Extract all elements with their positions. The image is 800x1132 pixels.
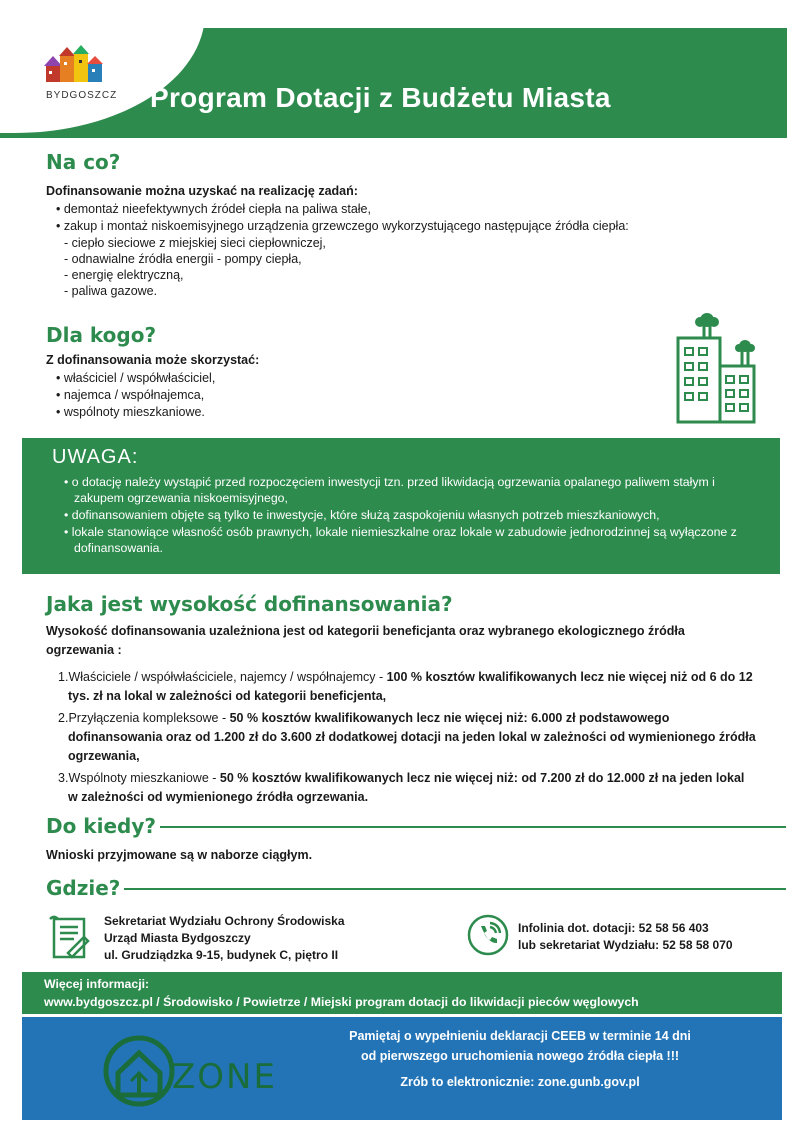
list-item: - odnawialne źródła energii - pompy ciepła, xyxy=(64,252,766,266)
footer-line: Pamiętaj o wypełnieniu deklaracji CEEB w terminie 14 dni xyxy=(349,1029,691,1043)
phone-block xyxy=(518,920,733,954)
bullet-list xyxy=(56,371,606,419)
section-text: Wnioski przyjmowane są w naborze ciągłym. xyxy=(46,848,313,862)
section-lead: Z dofinansowania może skorzystać: xyxy=(46,353,260,367)
divider xyxy=(124,888,786,890)
list-item: - ciepło sieciowe z miejskiej sieci ciepłowniczej, xyxy=(64,236,766,250)
logo-text: BYDGOSZCZ xyxy=(46,90,118,101)
item-text: Wspólnoty mieszkaniowe - xyxy=(68,771,220,785)
section-heading: Dla kogo? xyxy=(46,323,157,347)
list-item xyxy=(58,668,756,706)
uwaga-box xyxy=(22,438,780,574)
item-bold-text: 50 % kosztów kwalifikowanych lecz nie więcej niż: od 7.200 zł do 12.000 zł na jeden lokal w zależności od wymienionego źródła ogrzewania. xyxy=(68,771,745,804)
list-item: • właściciel / współwłaściciel, xyxy=(56,371,606,385)
divider xyxy=(160,826,786,828)
list-item xyxy=(58,709,756,766)
item-bold-text: 50 % kosztów kwalifikowanych lecz nie więcej niż: 6.000 zł podstawowego dofinansowania oraz od 1.200 zł do 3.600 zł dodatkowej dotacji na jeden lokal w zależności od wymienionego źródła ogrzewania, xyxy=(68,711,756,763)
footer-line: od pierwszego uruchomienia nowego źródła ciepła !!! xyxy=(360,1049,680,1063)
section-heading: Do kiedy? xyxy=(46,814,156,838)
list-item: • lokale stanowiące własność osób prawnych, lokale niemieszkalne oraz lokale w zabudowie jednorodzinnej są wyłączone z dofinansowania. xyxy=(64,524,754,556)
section-dla-kogo xyxy=(46,323,606,422)
section-heading: Gdzie? xyxy=(46,876,121,900)
zone-house-icon xyxy=(100,1029,178,1109)
buildings-icon xyxy=(668,310,768,425)
phone-line: Infolinia dot. dotacji: 52 58 56 403 xyxy=(518,921,709,935)
item-text: Przyłączenia kompleksowe - xyxy=(68,711,230,725)
address-line: Urząd Miasta Bydgoszczy xyxy=(104,931,251,945)
list-item: • zakup i montaż niskoemisyjnego urządzenia grzewczego wykorzystującego następujące źródła ciepła: xyxy=(56,219,766,233)
list-item: - energię elektryczną, xyxy=(64,268,766,282)
footer-banner xyxy=(22,1017,782,1120)
uwaga-list xyxy=(64,474,754,557)
section-na-co xyxy=(46,150,766,300)
address-block xyxy=(104,913,345,964)
address-line: ul. Grudziądzka 9-15, budynek C, piętro II xyxy=(104,948,339,962)
item-text: Właściciele / współwłaściciele, najemcy / współnajemcy - xyxy=(68,670,387,684)
phone-line: lub sekretariat Wydziału: 52 58 58 070 xyxy=(518,938,733,952)
amount-list xyxy=(58,668,756,807)
info-link[interactable]: www.bydgoszcz.pl / Środowisko / Powietrze / Miejski program dotacji do likwidacji pieców węglowych xyxy=(44,995,639,1009)
info-label: Więcej informacji: xyxy=(44,977,150,991)
zone-logo-text: ZONE xyxy=(172,1057,277,1097)
section-heading: Na co? xyxy=(46,150,121,174)
section-do-kiedy xyxy=(46,814,312,862)
list-item: • dofinansowaniem objęte są tylko te inwestycje, które służą zaspokojeniu własnych potrzeb mieszkaniowych, xyxy=(64,507,754,523)
header xyxy=(0,0,800,140)
section-lead: Dofinansowanie można uzyskać na realizację zadań: xyxy=(46,184,358,198)
bydgoszcz-logo-icon xyxy=(44,44,112,96)
item-number: 3. xyxy=(58,771,69,785)
list-item xyxy=(58,769,756,807)
footer-link[interactable]: Zrób to elektronicznie: zone.gunb.gov.pl xyxy=(400,1075,640,1089)
item-number: 2. xyxy=(58,711,69,725)
uwaga-title: UWAGA: xyxy=(52,446,139,468)
list-item: • najemca / współnajemca, xyxy=(56,388,606,402)
address-line: Sekretariat Wydziału Ochrony Środowiska xyxy=(104,914,345,928)
list-item: - paliwa gazowe. xyxy=(64,284,766,298)
phone-icon xyxy=(466,913,510,957)
list-item: • o dotację należy wystąpić przed rozpoczęciem inwestycji tzn. przed likwidacją ogrzewania opalanego paliwem stałym i zakupem ogrzewania niskoemisyjnego, xyxy=(64,474,754,506)
item-number: 1. xyxy=(58,670,69,684)
list-item: • demontaż nieefektywnych źródeł ciepła na paliwa stałe, xyxy=(56,202,766,216)
bullet-list xyxy=(56,202,766,233)
section-lead: Wysokość dofinansowania uzależniona jest od kategorii beneficjanta oraz wybranego ekologicznego źródła ogrzewania : xyxy=(46,624,685,657)
section-gdzie xyxy=(46,876,120,900)
page-title: Program Dotacji z Budżetu Miasta xyxy=(150,82,611,113)
list-item: • wspólnoty mieszkaniowe. xyxy=(56,405,606,419)
section-wysokosc xyxy=(46,592,756,810)
document-icon xyxy=(46,913,96,963)
sub-list xyxy=(64,236,766,298)
item-bold-text: 100 % kosztów kwalifikowanych lecz nie więcej niż od 6 do 12 tys. zł na lokal w zależności od kategorii beneficjenta, xyxy=(68,670,753,703)
info-bar xyxy=(22,972,782,1014)
section-heading: Jaka jest wysokość dofinansowania? xyxy=(46,592,453,616)
